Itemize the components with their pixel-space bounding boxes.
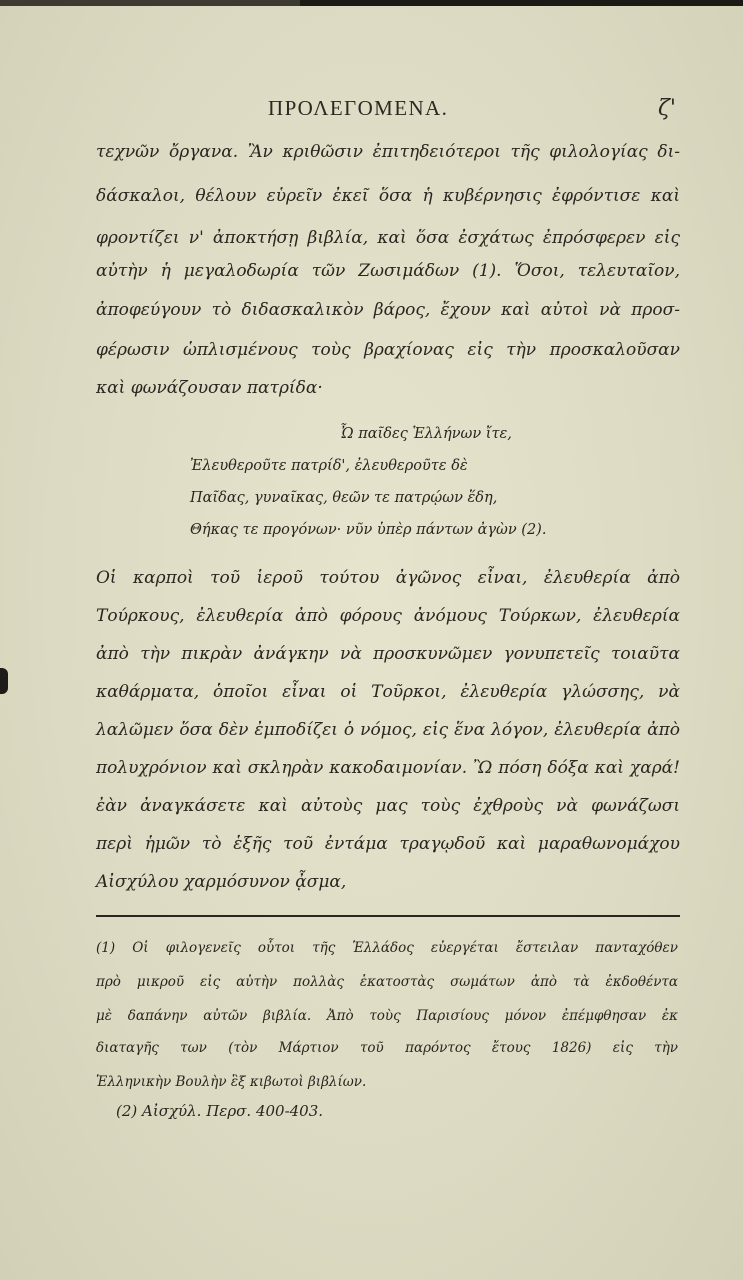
binding-mark: [0, 668, 8, 694]
verse-line: Ἐλευθεροῦτε πατρίδ', ἐλευθεροῦτε δὲ: [190, 458, 468, 474]
verse-line: Θήκας τε προγόνων· νῦν ὑπὲρ πάντων ἀγὼν (2).: [190, 522, 547, 538]
paragraph-2-line: λαλῶμεν ὅσα δὲν ἐμποδίζει ὁ νόμος, εἰς ἕνα λόγον, ἐλευθερία ἀπὸ: [96, 720, 680, 740]
paragraph-2-line: ἐὰν ἀναγκάσετε καὶ αὐτοὺς μας τοὺς ἐχθροὺς νὰ φωνάζωσι: [96, 796, 680, 816]
verse-line: Ὦ παῖδες Ἑλλήνων ἴτε,: [340, 426, 512, 442]
footnote-line: πρὸ μικροῦ εἰς αὐτὴν πολλὰς ἑκατοστὰς σωμάτων ἀπὸ τὰ ἐκδοθέντα: [96, 974, 678, 990]
footnote-line: μὲ δαπάνην αὐτῶν βιβλία. Ἀπὸ τοὺς Παρισίους μόνον ἐπέμφθησαν ἐκ: [96, 1008, 678, 1024]
page-top-edge: [0, 0, 743, 6]
paragraph-2-line: καθάρματα, ὁποῖοι εἶναι οἱ Τοῦρκοι, ἐλευθερία γλώσσης, νὰ: [96, 682, 680, 702]
paragraph-1-line: ἀποφεύγουν τὸ διδασκαλικὸν βάρος, ἔχουν καὶ αὐτοὶ νὰ προσ-: [96, 300, 680, 320]
paragraph-1-line: αὐτὴν ἡ μεγαλοδωρία τῶν Ζωσιμάδων (1). Ὅσοι, τελευταῖον,: [96, 261, 680, 281]
paragraph-2-line: ἀπὸ τὴν πικρὰν ἀνάγκην νὰ προσκυνῶμεν γονυπετεῖς τοιαῦτα: [96, 644, 680, 664]
footnote-line: (2) Αἰσχύλ. Περσ. 400-403.: [116, 1102, 324, 1120]
paragraph-1-line: φέρωσιν ὡπλισμένους τοὺς βραχίονας εἰς τὴν προσκαλοῦσαν: [96, 340, 680, 360]
page-number: ζ': [658, 96, 676, 121]
paragraph-2-line: Οἱ καρποὶ τοῦ ἱεροῦ τούτου ἀγῶνος εἶναι, ἐλευθερία ἀπὸ: [96, 568, 680, 588]
verse-line: Παῖδας, γυναῖκας, θεῶν τε πατρῴων ἕδη,: [190, 490, 498, 506]
footnote-line: (1) Οἱ φιλογενεῖς οὗτοι τῆς Ἑλλάδος εὐεργέται ἔστειλαν πανταχόθεν: [96, 940, 678, 956]
paragraph-2-line: περὶ ἡμῶν τὸ ἑξῆς τοῦ ἐντάμα τραγῳδοῦ καὶ μαραθωνομάχου: [96, 834, 680, 854]
footnote-rule: [96, 915, 680, 917]
paragraph-1-line: φροντίζει ν' ἀποκτήσῃ βιβλία, καὶ ὅσα ἐσχάτως ἐπρόσφερεν εἰς: [96, 228, 680, 248]
paragraph-2-line: Αἰσχύλου χαρμόσυνον ᾆσμα,: [96, 872, 347, 892]
paragraph-1-line: τεχνῶν ὄργανα. Ἂν κριθῶσιν ἐπιτηδειότεροι τῆς φιλολογίας δι-: [96, 142, 680, 162]
paragraph-1-line: δάσκαλοι, θέλουν εὑρεῖν ἐκεῖ ὅσα ἡ κυβέρνησις ἐφρόντισε καὶ: [96, 186, 680, 206]
paragraph-2-line: πολυχρόνιον καὶ σκληρὰν κακοδαιμονίαν. Ὢ πόση δόξα καὶ χαρά!: [96, 758, 680, 778]
running-head: ΠΡΟΛΕΓΟΜΕΝΑ.: [268, 96, 449, 120]
footnote-line: διαταγῆς των (τὸν Μάρτιον τοῦ παρόντος ἔτους 1826) εἰς τὴν: [96, 1040, 678, 1056]
paragraph-2-line: Τούρκους, ἐλευθερία ἀπὸ φόρους ἀνόμους Τούρκων, ἐλευθερία: [96, 606, 680, 626]
footnote-line: Ἑλληνικὴν Βουλὴν ἓξ κιβωτοὶ βιβλίων.: [96, 1074, 367, 1090]
paragraph-1-line: καὶ φωνάζουσαν πατρίδα·: [96, 378, 323, 398]
